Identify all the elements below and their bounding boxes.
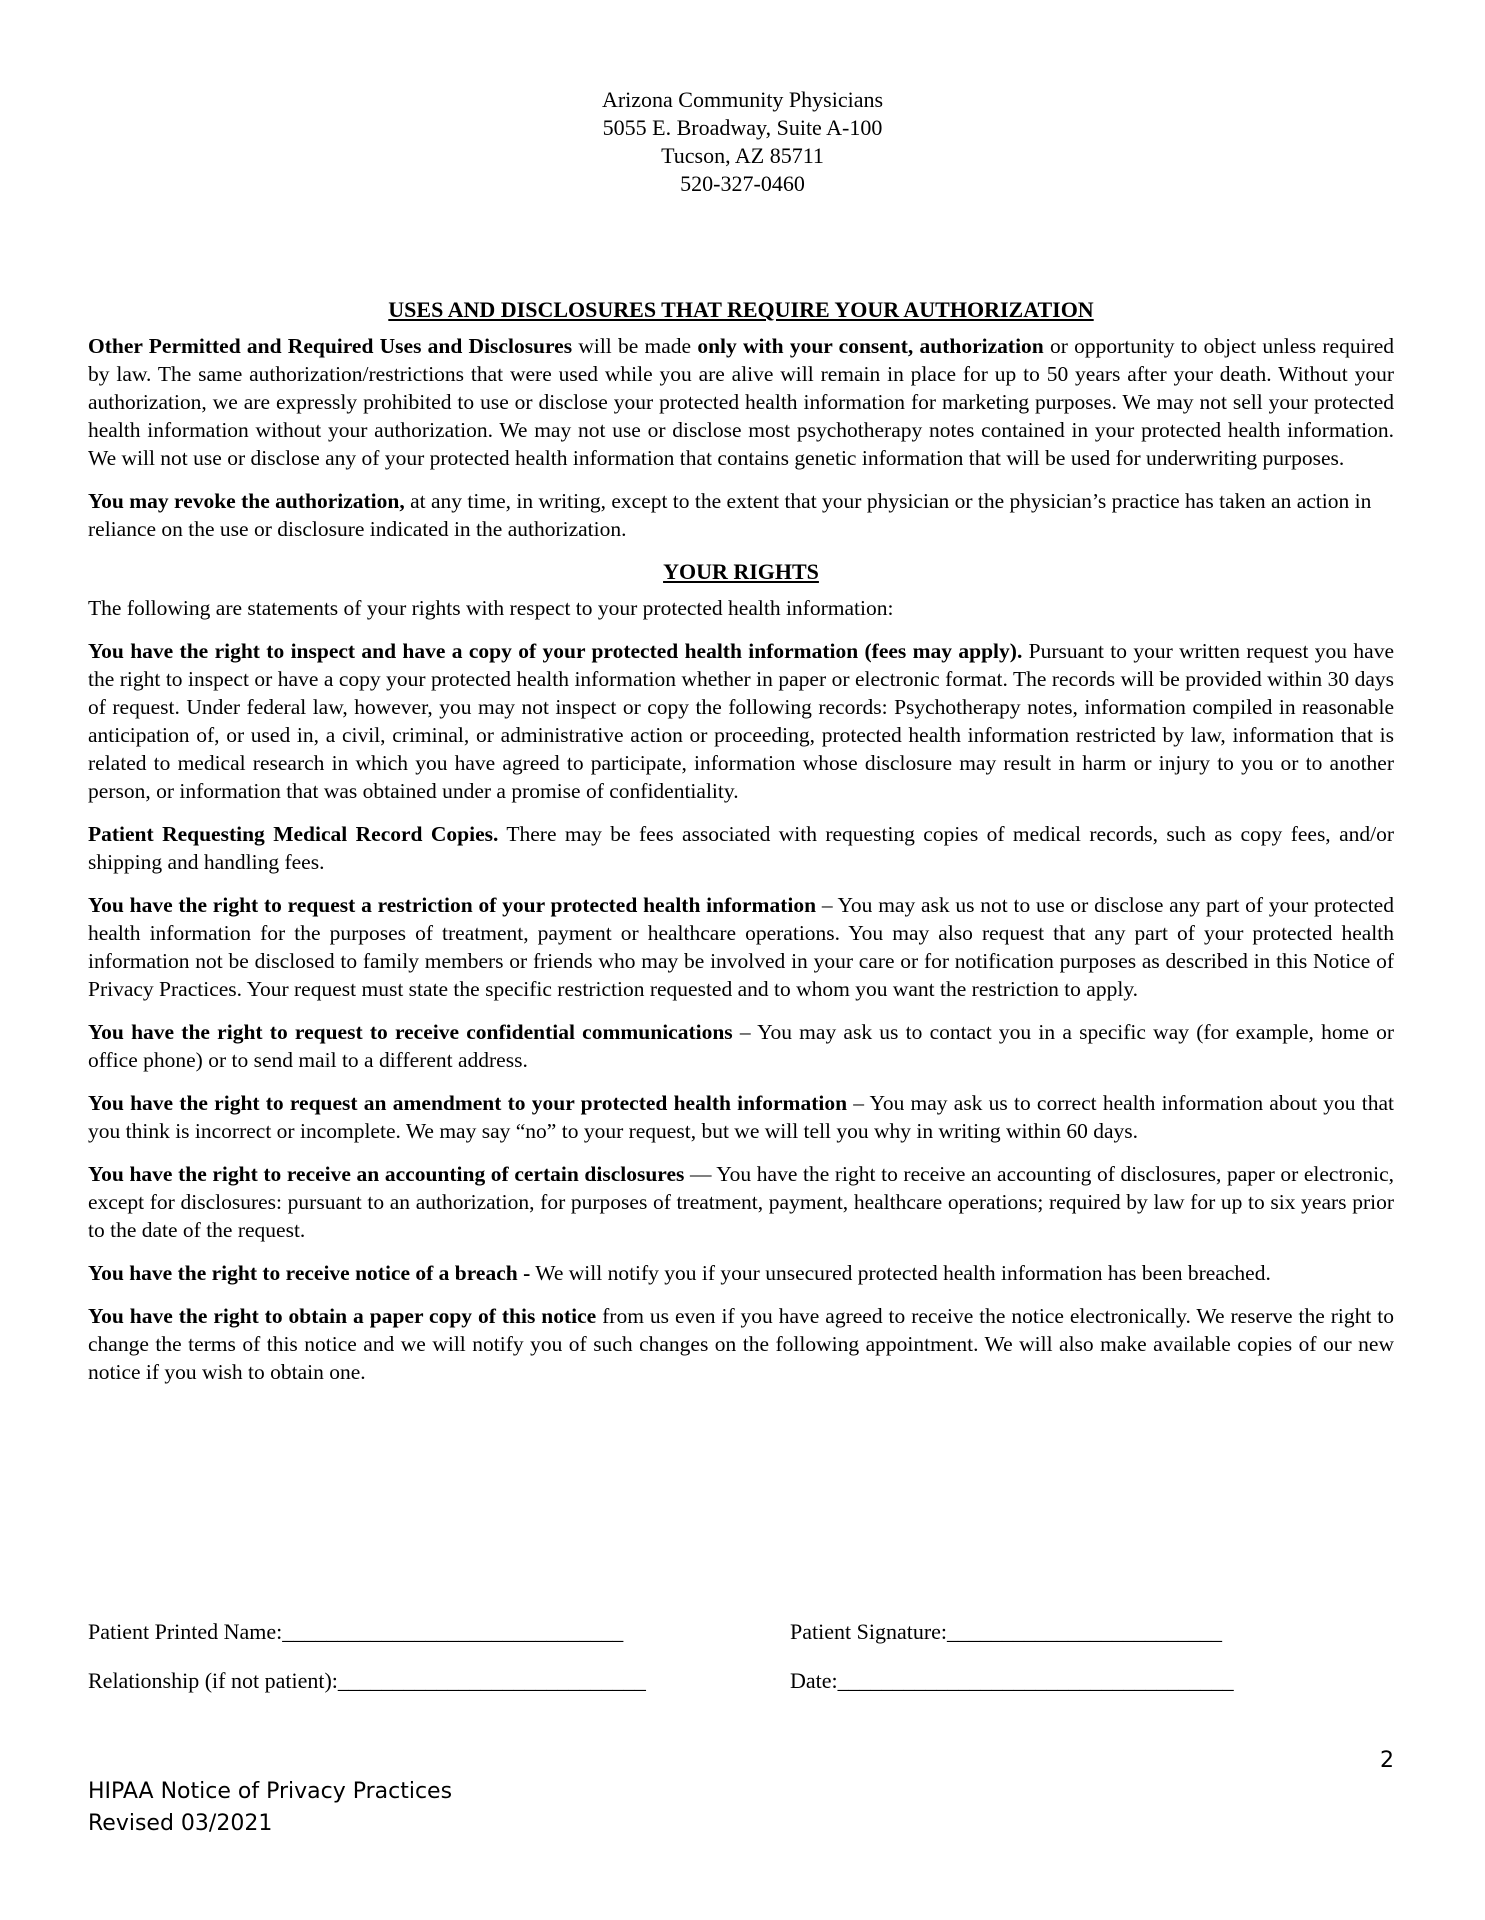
copies-lead: Patient Requesting Medical Record Copies. (88, 822, 499, 846)
amendment-lead: You have the right to request an amendment to your protected health information (88, 1091, 848, 1115)
breach-lead: You have the right to receive notice of a breach - (88, 1261, 531, 1285)
consent-emphasis: only with your consent, authorization (697, 334, 1044, 358)
inspect-lead: You have the right to inspect and have a copy of your protected health information (fees may apply). (88, 639, 1023, 663)
accounting-paragraph: You have the right to receive an accounting of certain disclosures — You have the right to receive an accounting of disclosures, paper or electronic, except for disclosures: pursuant to an authorization, for purposes of treatment, payment, healthcare operations; required by law for up to six years prior to the date of the request. (88, 1162, 1394, 1242)
patient-printed-name-field[interactable]: Patient Printed Name:_______________________________ (88, 1619, 624, 1644)
permitted-uses-lead: Other Permitted and Required Uses and Disclosures (88, 334, 573, 358)
rights-heading: YOUR RIGHTS (663, 559, 819, 584)
practice-street: 5055 E. Broadway, Suite A-100 (602, 115, 883, 140)
permitted-uses-paragraph: Other Permitted and Required Uses and Disclosures will be made only with your consent, authorization or opportunity to object unless required by law. The same authorization/restrictions that were used while you are alive will remain in place for up to 50 years after your death. Without your authorization, we are expressly prohibited to use or disclose your protected health information for marketing purposes. We may not sell your protected health information without your authorization. We may not use or disclose most psychotherapy notes contained in your protected health information. We will not use or disclose any of your protected health information that contains genetic information that will be used for underwriting purposes. (88, 334, 1394, 470)
paper-copy-lead: You have the right to obtain a paper copy of this notice (88, 1304, 597, 1328)
footer-title: HIPAA Notice of Privacy Practices (88, 1779, 453, 1804)
page-number: 2 (1380, 1748, 1394, 1773)
document-body (88, 296, 1394, 1401)
rights-intro: The following are statements of your rights with respect to your protected health information: (88, 596, 894, 620)
patient-signature-field[interactable]: Patient Signature:_________________________ (790, 1619, 1223, 1644)
confidential-paragraph: You have the right to request to receive confidential communications – You may ask us to contact you in a specific way (for example, home or office phone) or to send mail to a different address. (88, 1020, 1394, 1072)
relationship-field[interactable]: Relationship (if not patient):____________________________ (88, 1668, 646, 1693)
practice-name: Arizona Community Physicians (601, 87, 884, 112)
footer (88, 1776, 452, 1840)
restriction-lead: You have the right to request a restriction of your protected health information (88, 893, 817, 917)
copies-paragraph: Patient Requesting Medical Record Copies. There may be fees associated with requesting copies of medical records, such as copy fees, and/or shipping and handling fees. (88, 822, 1394, 874)
paper-copy-paragraph: You have the right to obtain a paper copy of this notice from us even if you have agreed to receive the notice electronically. We reserve the right to change the terms of this notice and we will notify you of such changes on the following appointment. We will also make available copies of our new notice if you wish to obtain one. (88, 1304, 1394, 1384)
revoke-lead: You may revoke the authorization, (88, 489, 405, 513)
confidential-lead: You have the right to request to receive confidential communications (88, 1020, 733, 1044)
amendment-paragraph: You have the right to request an amendment to your protected health information – You may ask us to correct health information about you that you think is incorrect or incomplete. We may say “no” to your request, but we will tell you why in writing within 60 days. (88, 1091, 1395, 1143)
footer-revision: Revised 03/2021 (88, 1811, 273, 1836)
accounting-lead: You have the right to receive an accounting of certain disclosures (88, 1162, 685, 1186)
practice-phone: 520-327-0460 (680, 171, 805, 196)
date-field[interactable]: Date:____________________________________ (790, 1668, 1234, 1693)
inspect-paragraph: You have the right to inspect and have a copy of your protected health information (fees may apply). Pursuant to your written request you have the right to inspect or have a copy your protected health information whether in paper or electronic format. The records will be provided within 30 days of request. Under federal law, however, you may not inspect or copy the following records: Psychotherapy notes, information compiled in reasonable anticipation of, or used in, a civil, criminal, or administrative action or proceeding, protected health information restricted by law, information that is related to medical research in which you have agreed to participate, information whose disclosure may result in harm or injury to you or to another person, or information that was obtained under a promise of confidentiality. (88, 639, 1394, 803)
revoke-paragraph: You may revoke the authorization, at any time, in writing, except to the extent that your physician or the physician’s practice has taken an action in reliance on the use or disclosure indicated in the authorization. (88, 489, 1372, 541)
letterhead (0, 86, 1485, 198)
authorization-heading: USES AND DISCLOSURES THAT REQUIRE YOUR AUTHORIZATION (388, 297, 1094, 322)
restriction-paragraph: You have the right to request a restriction of your protected health information – You may ask us not to use or disclose any part of your protected health information for the purposes of treatment, payment or healthcare operations. You may also request that any part of your protected health information not be disclosed to family members or friends who may be involved in your care or for notification purposes as described in this Notice of Privacy Practices. Your request must state the specific restriction requested and to whom you want the restriction to apply. (88, 893, 1394, 1001)
breach-paragraph: You have the right to receive notice of a breach - We will notify you if your unsecured protected health information has been breached. (88, 1261, 1271, 1285)
practice-city: Tucson, AZ 85711 (661, 143, 824, 168)
